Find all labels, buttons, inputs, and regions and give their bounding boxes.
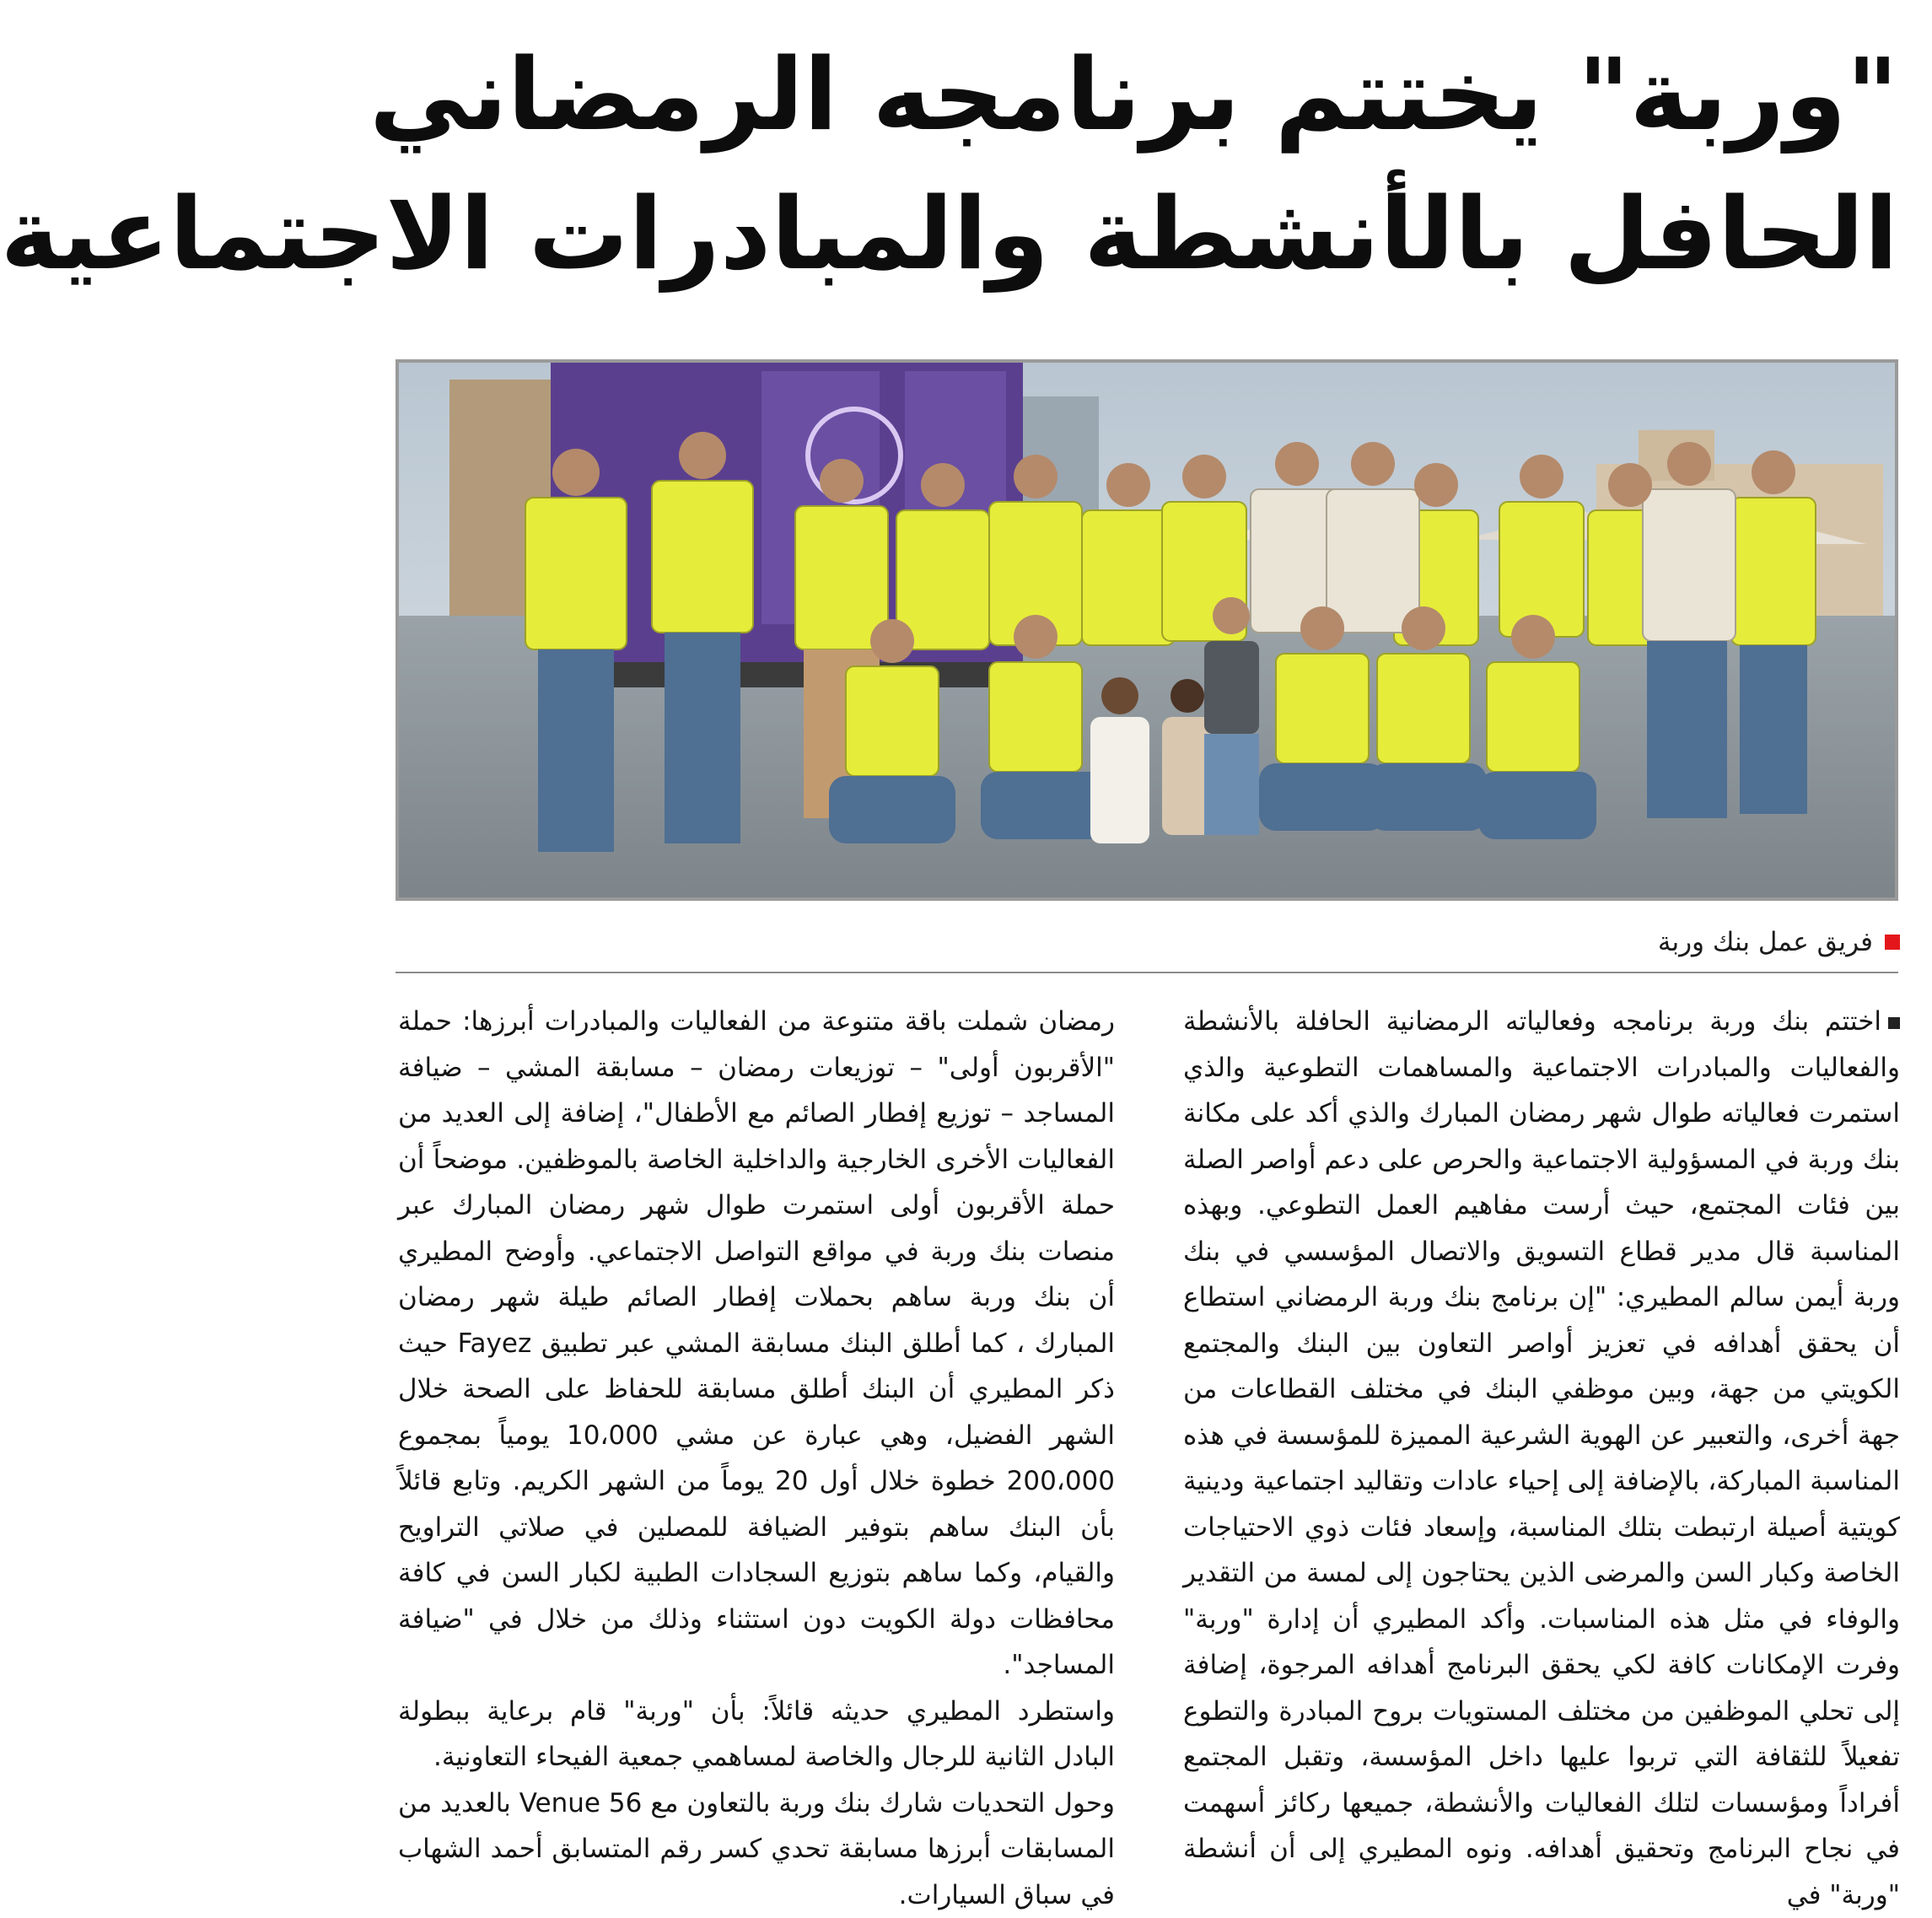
headline-line-1: "وربة" يختتم برنامجه الرمضاني [400, 25, 1898, 164]
article-paragraph: واستطرد المطيري حديثه قائلاً: بأن "وربة" قام برعاية ببطولة البادل الثانية للرجال والخاصة لمساهمي جمعية الفيحاء التعاونية. [398, 1689, 1115, 1781]
black-square-bullet-icon [1888, 1017, 1900, 1029]
divider [396, 972, 1898, 973]
team-photo-illustration [399, 363, 1895, 897]
red-square-icon [1885, 935, 1900, 950]
article-paragraph [1183, 999, 1900, 1918]
photo-caption-text: فريق عمل بنك وربة [1658, 927, 1873, 957]
photo-caption [1658, 925, 1900, 959]
article-paragraph: وحول التحديات شارك بنك وربة بالتعاون مع Venue 56 بالعديد من المسابقات أبرزها مسابقة تحدي كسر رقم المتسابق أحمد الشهاب في سباق السيارات. [398, 1781, 1115, 1918]
team-photo [396, 359, 1898, 901]
headline [400, 25, 1898, 350]
article-body-right: اختتم بنك وربة برنامجه وفعالياته الرمضانية الحافلة بالأنشطة والفعاليات والمبادرات الاجتماعية والمساهمات التطوعية والذي استمرت فعالياته طوال شهر رمضان المبارك والذي أكد على مكانة بنك وربة في المسؤولية الاجتماعية والحرص على دعم أواصر الصلة بين فئات المجتمع، حيث أرست مفاهيم العمل التطوعي. وبهذه المناسبة قال مدير قطاع التسويق والاتصال المؤسسي في بنك وربة أيمن سالم المطيري: "إن برنامج بنك وربة الرمضاني استطاع أن يحقق أهدافه في تعزيز أواصر التعاون بين البنك والمجتمع الكويتي من جهة، وبين موظفي البنك في مختلف القطاعات من جهة أخرى، والتعبير عن الهوية الشرعية المميزة للمؤسسة في هذه المناسبة المباركة، بالإضافة إلى إحياء عادات وتقاليد اجتماعية ودينية كويتية أصيلة ارتبطت بتلك المناسبة، وإسعاد فئات ذوي الاحتياجات الخاصة وكبار السن والمرضى الذين يحتاجون إلى لمسة من التقدير والوفاء في مثل هذه المناسبات. وأكد المطيري أن إدارة "وربة" وفرت الإمكانات كافة لكي يحقق البرنامج أهدافه المرجوة، إضافة إلى تحلي الموظفين من مختلف المستويات بروح المبادرة والتطوع تفعيلاً للثقافة التي تربوا عليها داخل المؤسسة، وتقبل المجتمع أفراداً ومؤسسات لتلك الفعاليات والأنشطة، جميعها ركائز أسهمت في نجاح البرنامج وتحقيق أهدافه. ونوه المطيري إلى أن أنشطة "وربة" في [1183, 1006, 1900, 1910]
article-paragraph: رمضان شملت باقة متنوعة من الفعاليات والمبادرات أبرزها: حملة "الأقربون أولى" – توزيعات رمضان – مسابقة المشي – ضيافة المساجد – توزيع إفطار الصائم مع الأطفال"، إضافة إلى العديد من الفعاليات الأخرى الخارجية والداخلية الخاصة بالموظفين. موضحاً أن حملة الأقربون أولى استمرت طوال شهر رمضان المبارك عبر منصات بنك وربة في مواقع التواصل الاجتماعي. وأوضح المطيري أن بنك وربة ساهم بحملات إفطار الصائم طيلة شهر رمضان المبارك ، كما أطلق البنك مسابقة المشي عبر تطبيق Fayez حيث ذكر المطيري أن البنك أطلق مسابقة للحفاظ على الصحة خلال الشهر الفضيل، وهي عبارة عن مشي 10،000 يومياً بمجموع 200،000 خطوة خلال أول 20 يوماً من الشهر الكريم. وتابع قائلاً بأن البنك ساهم بتوفير الضيافة للمصلين في صلاتي التراويح والقيام، وكما ساهم بتوزيع السجادات الطبية لكبار السن في كافة محافظات دولة الكويت دون استثناء وذلك من خلال في "ضيافة المساجد". [398, 999, 1115, 1689]
article-column-left [398, 999, 1115, 1825]
article-column-right [1183, 999, 1900, 1825]
headline-line-2: الحافل بالأنشطة والمبادرات الاجتماعية [400, 164, 1898, 304]
